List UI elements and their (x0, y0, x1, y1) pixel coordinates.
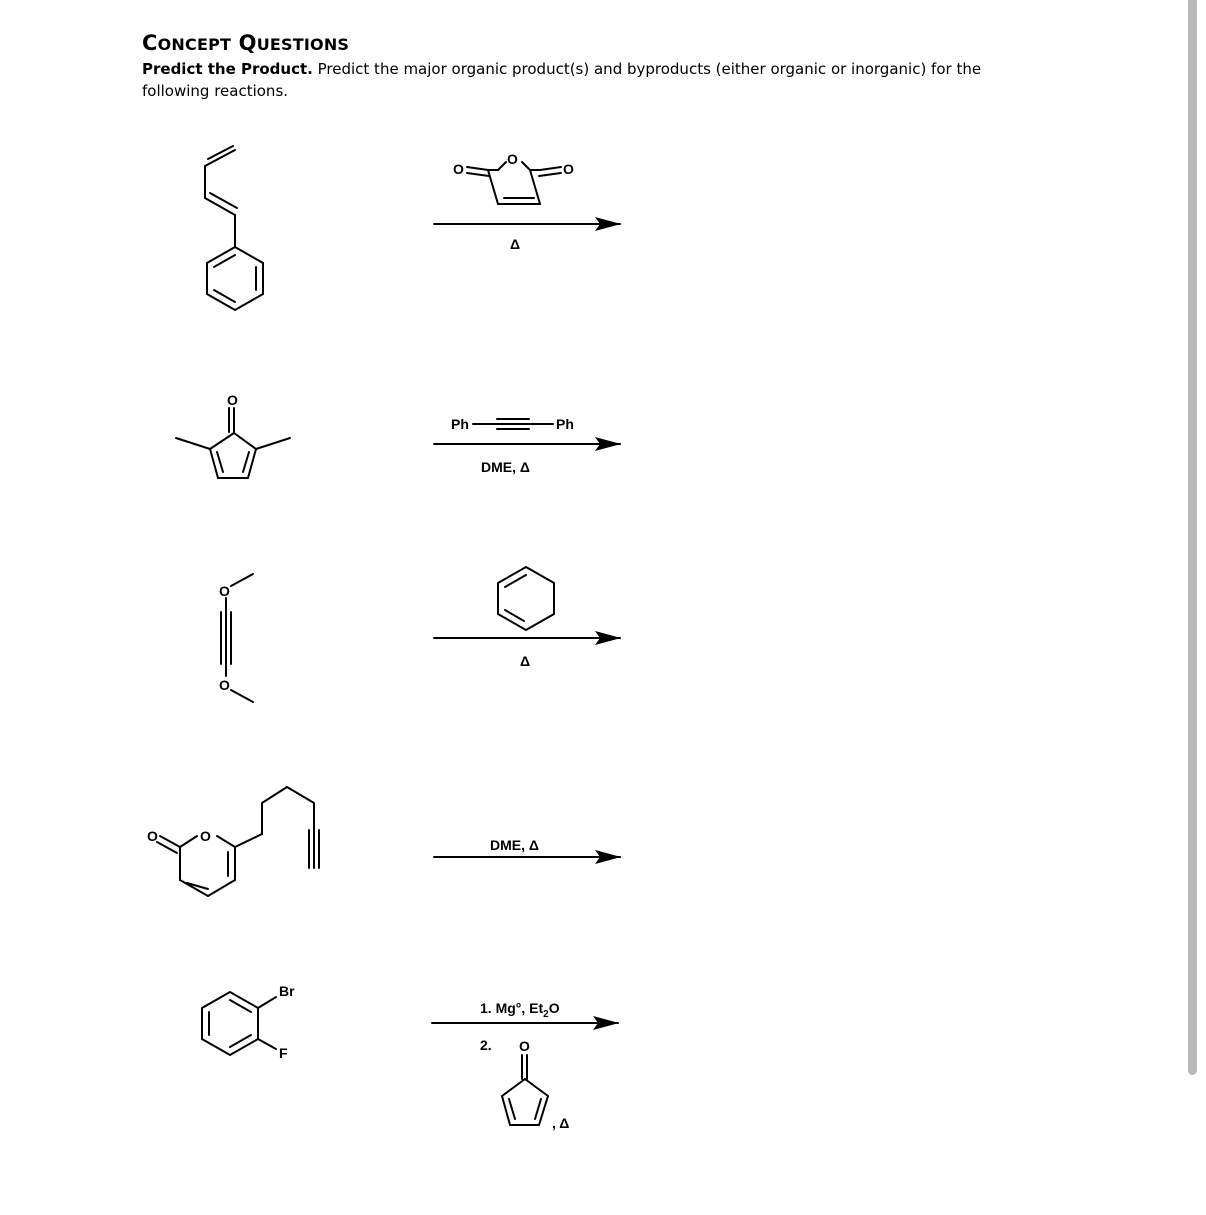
instructions-text: Predict the major organic product(s) and byproducts (either organic or inorganic) for the following reactions. (142, 60, 982, 100)
atom-label: O (219, 583, 230, 599)
atom-label: F (279, 1045, 288, 1061)
reagent-3-cyclohexadiene (498, 567, 554, 630)
section-heading: CONCEPT QUESTIONS (142, 31, 350, 55)
atom-label: O (563, 161, 574, 177)
reaction-1-conditions: Δ (510, 236, 521, 252)
atom-label: O (147, 828, 158, 844)
reaction-5-step-1: 1. Mg°, $Et_2O$ (480, 1000, 560, 1020)
reaction-3-conditions: Δ (520, 653, 531, 669)
atom-label: O (519, 1038, 530, 1054)
reactant-3-dimethoxyacetylene (219, 574, 253, 702)
atom-label: O (227, 392, 238, 408)
atom-label: O (200, 828, 211, 844)
atom-label: Br (279, 983, 295, 999)
reactant-2-dimethylcyclopentadienone (176, 392, 290, 478)
reactant-5-bromofluorobenzene (202, 983, 295, 1061)
reaction-5-step-2: 2. (480, 1037, 492, 1053)
reagent-2-diphenylacetylene (451, 416, 574, 432)
atom-label: O (219, 677, 230, 693)
reaction-5-step-2-conditions: , Δ (552, 1115, 570, 1131)
reaction-4-conditions: DME, Δ (490, 837, 539, 853)
reagent-2-left-phenyl: Ph (451, 416, 469, 432)
reagent-5-cyclopentadienone (502, 1038, 548, 1125)
vertical-scrollbar[interactable] (1188, 0, 1197, 1075)
reagent-1-maleic-anhydride (453, 151, 574, 204)
atom-label: O (453, 161, 464, 177)
reaction-2-conditions: DME, Δ (481, 459, 530, 475)
instructions-lead: Predict the Product. (142, 60, 313, 78)
reactant-1-phenylbutadiene (205, 146, 263, 310)
reagent-2-right-phenyl: Ph (556, 416, 574, 432)
reactant-4-alkynyl-pyranone (147, 787, 319, 896)
atom-label: O (507, 151, 518, 167)
